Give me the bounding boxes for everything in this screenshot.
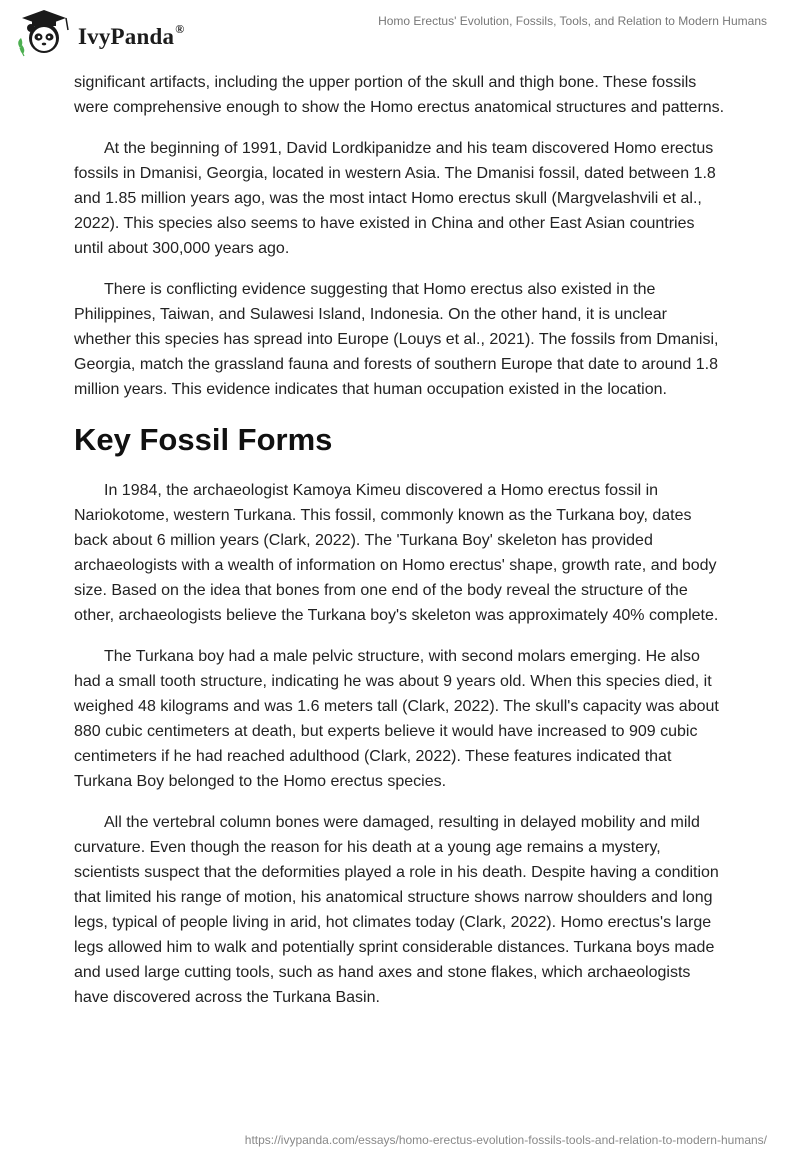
- registered-mark: ®: [175, 22, 185, 36]
- logo-wordmark: IvyPanda: [78, 24, 175, 49]
- section-heading: Key Fossil Forms: [74, 422, 333, 457]
- paragraph-2: At the beginning of 1991, David Lordkipanidze and his team discovered Homo erectus fossils in Dmanisi, Georgia, located in western Asia. The Dmanisi fossil, dated between 1.8 and 1.85 million years ago, was the most intact Homo erectus skull (Margvelashvili et al., 2022). This species also seems to have existed in China and other East Asian countries until about 300,000 years ago.: [74, 140, 716, 257]
- paragraph-5: The Turkana boy had a male pelvic structure, with second molars emerging. He also had a small tooth structure, indicating he was about 9 years old. When this species died, it weighed 48 kilograms and was 1.6 meters tall (Clark, 2022). The skull's capacity was about 880 cubic centimeters at death, but experts believe it would have increased to 909 cubic centimeters if he had reached adulthood (Clark, 2022). These features indicated that Turkana Boy belonged to the Homo erectus species.: [74, 648, 719, 790]
- panda-graduate-logo-icon: [14, 8, 74, 58]
- paragraph-4: In 1984, the archaeologist Kamoya Kimeu discovered a Homo erectus fossil in Nariokotome, western Turkana. This fossil, commonly known as the Turkana boy, dates back about 6 million years (Clark, 2022). The 'Turkana Boy' skeleton has provided archaeologists with a wealth of information on Homo erectus' shape, growth rate, and body size. Based on the idea that bones from one end of the body reveal the structure of the other, archaeologists believe the Turkana boy's skeleton was approximately 40% complete.: [74, 482, 719, 624]
- paragraph-1: significant artifacts, including the upper portion of the skull and thigh bone. These fossils were comprehensive enough to show the Homo erectus anatomical structures and patterns.: [74, 74, 725, 116]
- paragraph-6: All the vertebral column bones were damaged, resulting in delayed mobility and mild curvature. Even though the reason for his death at a young age remains a mystery, scientists suspect that the deformities played a role in his death. Despite having a condition that limited his range of motion, his anatomical structure shows narrow shoulders and long legs, typical of people living in arid, hot climates today (Clark, 2022). Homo erectus's large legs allowed him to walk and potentially sprint considerable distances. Turkana boys made and used large cutting tools, such as hand axes and stone flakes, which archaeologists have discovered across the Turkana Basin.: [74, 814, 719, 1006]
- page-header: [0, 0, 800, 64]
- essay-content: [74, 70, 726, 1026]
- header-page-title: Homo Erectus' Evolution, Fossils, Tools, and Relation to Modern Humans: [378, 14, 767, 28]
- ivypanda-logo[interactable]: [14, 8, 214, 58]
- source-url[interactable]: https://ivypanda.com/essays/homo-erectus-evolution-fossils-tools-and-relation-to-modern-humans/: [244, 1133, 767, 1147]
- logo-text: [78, 24, 184, 50]
- paragraph-3: There is conflicting evidence suggesting that Homo erectus also existed in the Philippines, Taiwan, and Sulawesi Island, Indonesia. On the other hand, it is unclear whether this species has spread into Europe (Louys et al., 2021). The fossils from Dmanisi, Georgia, match the grassland fauna and forests of southern Europe that date to around 1.8 million years. This evidence indicates that human occupation existed in the location.: [74, 281, 719, 398]
